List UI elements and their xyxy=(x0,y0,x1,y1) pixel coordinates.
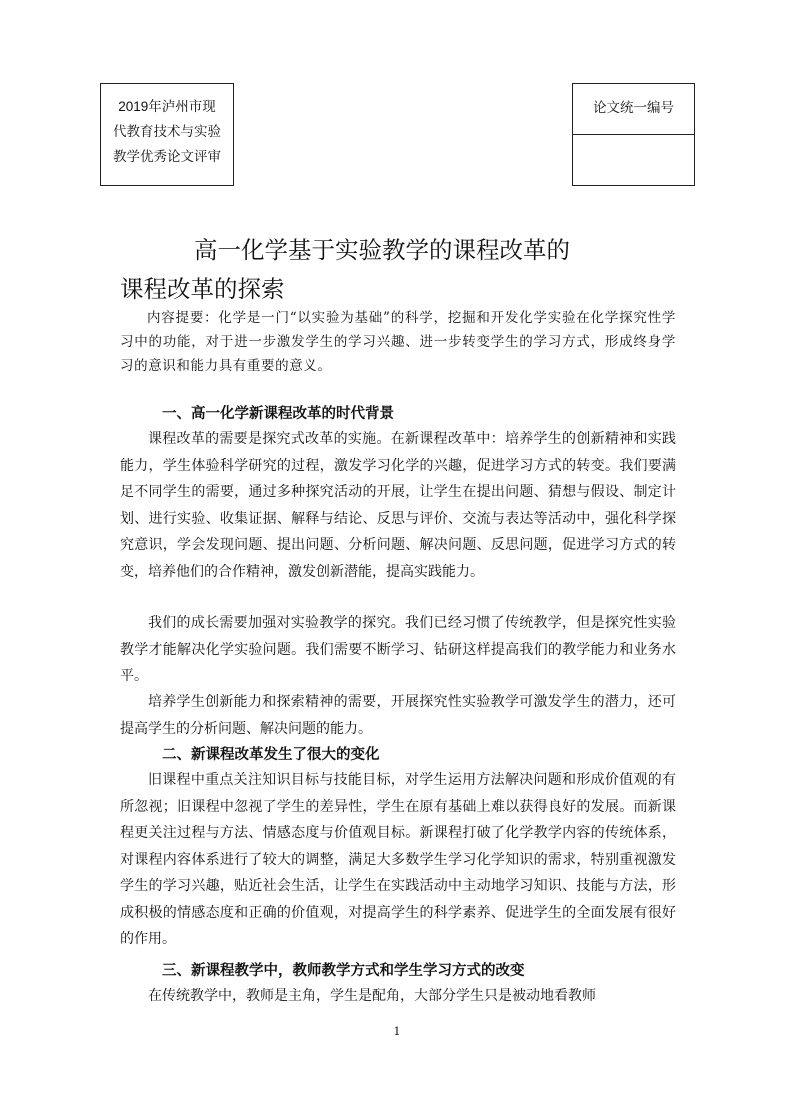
abstract: 内容提要：化学是一门“以实验为基础”的科学，挖掘和开发化学实验在化学探究性学习中的功能，对于进一步激发学生的学习兴趣、进一步转变学生的学习方式，形成终身学习的意识和能力具有重要的意义。 xyxy=(120,310,676,374)
section-1-paragraph-2: 我们的成长需要加强对实验教学的探究。我们已经习惯了传统教学，但是探究性实验教学才能解决化学实验问题。我们需要不断学习、钻研这样提高我们的教学能力和业务水平。 xyxy=(120,615,676,684)
section-heading-2: 二、新课程改革发生了很大的变化 xyxy=(162,747,380,763)
section-heading-3: 三、新课程教学中，教师教学方式和学生学习方式的改变 xyxy=(162,963,525,979)
paper-title-line-2: 课程改革的探索 xyxy=(120,275,285,303)
paper-title-line-1: 高一化学基于实验教学的课程改革的 xyxy=(194,236,570,264)
paper-number-label: 论文统一编号 xyxy=(573,84,694,135)
review-category-line: 代教育技术与实验 xyxy=(113,124,221,139)
section-3-paragraph-1: 在传统教学中，教师是主角，学生是配角，大部分学生只是被动地看教师 xyxy=(148,988,596,1004)
section-1-paragraph-3: 培养学生创新能力和探索精神的需要，开展探究性实验教学可激发学生的潜力，还可提高学生的分析问题、解决问题的能力。 xyxy=(120,694,676,737)
section-1-paragraph-1: 课程改革的需要是探究式改革的实施。在新课程改革中：培养学生的创新精神和实践能力，学生体验科学研究的过程，激发学习化学的兴趣，促进学习方式的转变。我们要满足不同学生的需要，通过多种探究活动的开展，让学生在提出问题、猜想与假设、制定计划、进行实验、收集证据、解释与结论、反思与评价、交流与表达等活动中，强化科学探究意识，学会发现问题、提出问题、分析问题、解决问题、反思问题，促进学习方式的转变，培养他们的合作精神，激发创新潜能，提高实践能力。 xyxy=(120,431,676,580)
paper-number-box xyxy=(572,83,695,186)
review-category-box xyxy=(100,83,234,186)
review-category-line: 教学优秀论文评审 xyxy=(113,149,221,164)
page-number: 1 xyxy=(393,1025,401,1038)
review-category-line: 2019年泸州市现 xyxy=(118,99,216,114)
section-2-paragraph-1: 旧课程中重点关注知识目标与技能目标，对学生运用方法解决问题和形成价值观的有所忽视；旧课程中忽视了学生的差异性，学生在原有基础上难以获得良好的发展。而新课程更关注过程与方法、情感态度与价值观目标。新课程打破了化学教学内容的传统体系，对课程内容体系进行了较大的调整，满足大多数学生学习化学知识的需求，特别重视激发学生的学习兴趣，贴近社会生活，让学生在实践活动中主动地学习知识、技能与方法，形成积极的情感态度和正确的价值观，对提高学生的科学素养、促进学生的全面发展有很好的作用。 xyxy=(120,772,676,947)
section-heading-1: 一、高一化学新课程改革的时代背景 xyxy=(162,406,394,422)
